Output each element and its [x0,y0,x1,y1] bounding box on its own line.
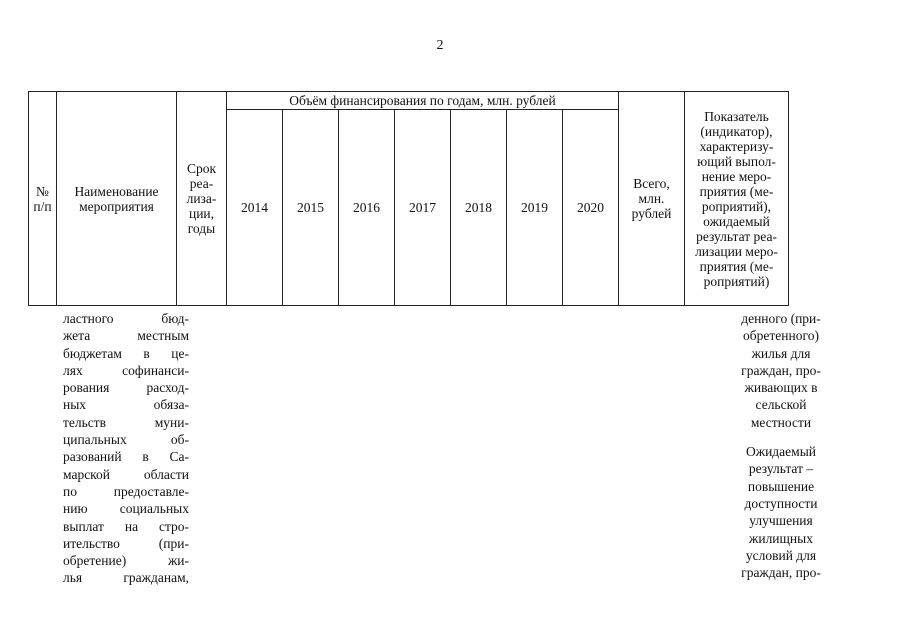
indicator-line: жилищных [749,530,813,546]
name-line: лях софинанси- [63,362,189,378]
header-year-2015: 2015 [283,110,339,306]
indicator-line: обретенного) [743,328,819,344]
indicator-text-block [728,310,834,431]
name-line: рования расход- [63,380,189,396]
header-name-label: Наименование мероприятия [74,183,159,214]
name-line: выплат на стро- [63,518,189,534]
indicator-line: местности [750,414,812,430]
header-num [29,92,57,306]
name-line: ных обяза- [63,397,189,413]
header-indicator-label: Показатель (индикатор), характеризу- ющий выпол- нение меро- приятия (ме- роприятий), ожидаемый результат реа- лизации меро- приятия (ме- роприятий) [695,108,778,289]
name-line: обретение) жи- [63,553,189,569]
expected-result-block [728,443,834,581]
indicator-line: денного (при- [741,311,821,326]
header-total-label: Всего, млн. рублей [631,176,672,221]
indicator-line: сельской [755,397,807,413]
name-line: разований в Са- [63,449,189,465]
name-line: ластного бюд- [63,311,189,326]
indicator-gap [728,431,834,443]
header-year-2018: 2018 [451,110,507,306]
header-total [619,92,685,306]
header-term [177,92,227,306]
header-funding: Объём финансирования по годам, млн. рублей [227,92,619,110]
header-year-2017: 2017 [395,110,451,306]
name-line: лья гражданам, [63,570,189,586]
indicator-line: условий для [745,547,817,563]
page-number: 2 [436,38,444,53]
indicator-line: живающих в [744,380,818,396]
indicator-line: доступности [744,495,818,511]
indicator-line: граждан, про- [741,362,821,378]
header-term-label: Срок реа- лиза- ции, годы [186,161,217,236]
indicator-line: повышение [747,478,815,494]
funding-table-header [28,91,789,306]
name-line: ительство (при- [63,535,189,551]
indicator-continuation [728,310,834,581]
indicator-line: граждан, про- [741,565,821,581]
name-line: жета местным [63,328,189,344]
name-line: нию социальных [63,501,189,517]
name-line: ципальных об- [63,432,189,448]
header-year-2014: 2014 [227,110,283,306]
header-year-2019: 2019 [507,110,563,306]
measure-name-continuation [63,310,189,587]
header-year-2020: 2020 [563,110,619,306]
header-name [57,92,177,306]
indicator-line: улучшения [749,513,813,529]
indicator-line: жилья для [751,345,811,361]
name-line: по предоставле- [63,483,189,499]
name-line: тельств муни- [63,414,189,430]
name-line: бюджетам в це- [63,345,189,361]
header-num-label: № п/п [33,183,52,214]
header-year-2016: 2016 [339,110,395,306]
indicator-line: Ожидаемый [746,444,816,460]
indicator-line: результат – [748,461,814,477]
header-indicator [685,92,789,306]
name-line: марской области [63,466,189,482]
